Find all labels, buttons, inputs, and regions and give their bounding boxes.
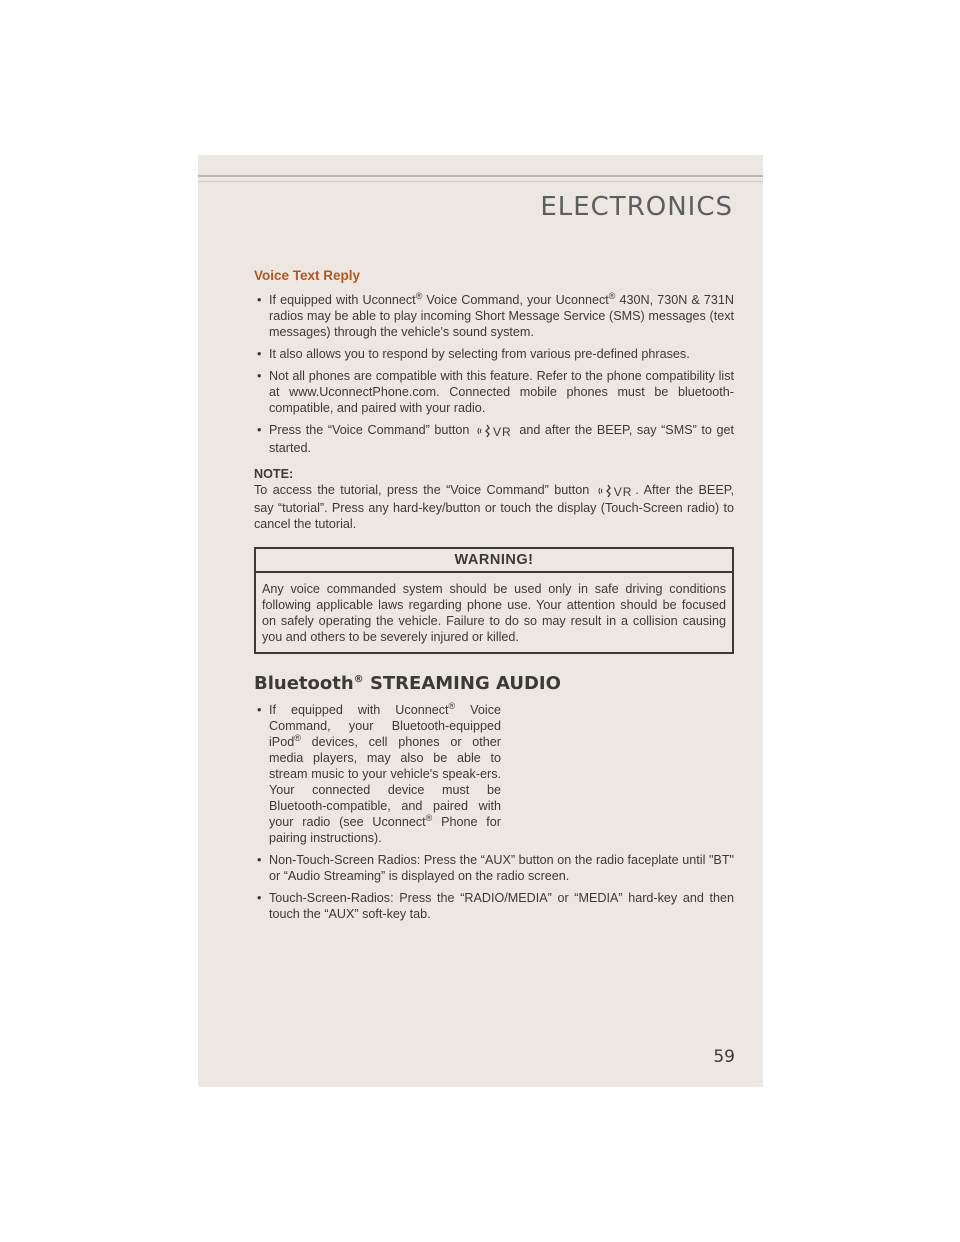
streaming-heading: Bluetooth® STREAMING AUDIO [254,673,561,694]
warning-box [254,547,734,654]
header-rule [198,175,763,177]
bullet: • [257,369,262,383]
list-item: • If equipped with Uconnect® Voice Command, your Bluetooth-equipped iPod® devices, cell phones or other media players, may also be able to stream music to your vehicle's speak-ers. Your connected device must be Bluetooth-compatible, and paired with your radio (see Uconnect® Phone for pairing instructions). [257,700,501,845]
list-item: • If equipped with Uconnect® Voice Command, your Uconnect® 430N, 730N & 731N radios may be able to play incoming Short Message Service (SMS) messages (text messages) through the vehicle's sound system. [257,290,734,339]
bullet: • [257,293,262,307]
streaming-list [254,702,734,922]
section-header: ELECTRONICS [540,192,733,222]
list-item: • Non-Touch-Screen Radios: Press the “AUX” button on the radio faceplate until "BT" or “Audio Streaming” is displayed on the radio screen. [257,853,734,883]
page-number: 59 [713,1047,735,1067]
list-item: • Not all phones are compatible with this feature. Refer to the phone compatibility list at www.UconnectPhone.com. Connected mobile phones must be bluetooth-compatible, and paired with your radio. [257,369,734,415]
voice-command-icon: VR [598,484,633,500]
bullet: • [257,347,262,361]
voice-command-icon: VR [477,424,512,440]
header-rule-thin [198,181,763,182]
manual-page [198,155,763,1087]
bullet: • [257,423,262,437]
list-item: • Press the “Voice Command” button VR and after the BEEP, say “SMS” to get started. [257,423,735,455]
voice-text-reply-heading: Voice Text Reply [254,268,361,283]
warning-title: WARNING! [256,549,732,573]
note-label: NOTE: [254,467,294,481]
list-item: • Touch-Screen-Radios: Press the “RADIO/MEDIA” or “MEDIA” hard-key and then touch the “AUX” soft-key tab. [257,891,734,921]
list-item: • It also allows you to respond by selecting from various pre-defined phrases. [257,347,690,361]
bullet: • [257,891,262,905]
bullet: • [257,853,262,867]
note-text: To access the tutorial, press the “Voice Command” button VR . After the BEEP, say “tutorial”. Press any hard-key/button or touch the display (Touch-Screen radio) to cancel the tutorial. [254,483,734,531]
bullet: • [257,703,262,717]
warning-body: Any voice commanded system should be used only in safe driving conditions following applicable laws regarding phone use. Your attention should be focused on safely operating the vehicle. Failure to do so may result in a collision causing you and others to be severely injured or killed. [262,582,726,644]
page-content [254,268,734,928]
voice-text-list [254,292,734,456]
